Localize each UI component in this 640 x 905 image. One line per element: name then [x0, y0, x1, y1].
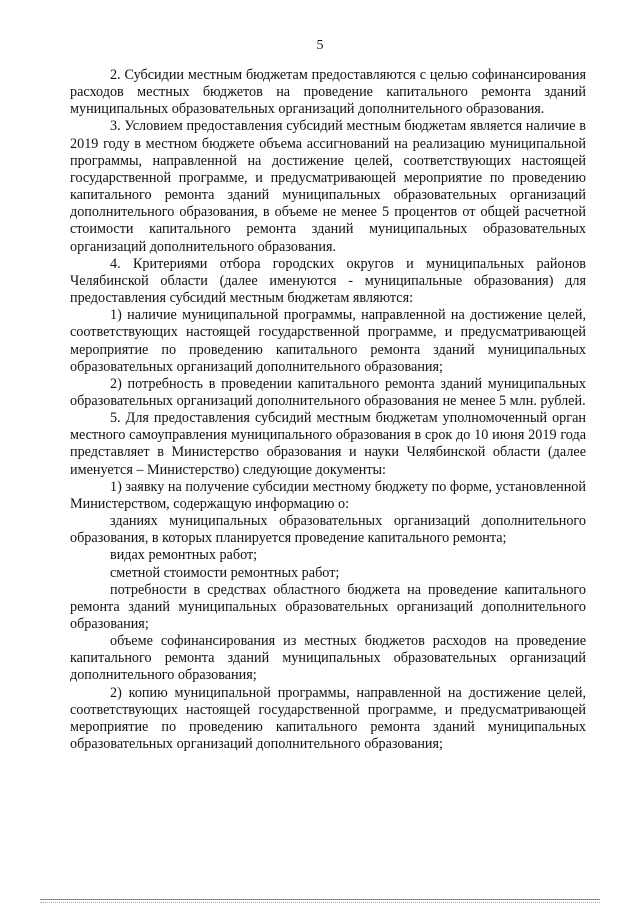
application-item-estimate: сметной стоимости ремонтных работ; — [110, 564, 340, 581]
criterion-2-repair-need: 2) потребность в проведении капитального ремонта зданий муниципальных образовательных организаций дополнительного образования не менее 5 млн. рублей. — [70, 375, 586, 409]
paragraph-3-subsidy-condition: 3. Условием предоставления субсидий местным бюджетам является наличие в 2019 году в местном бюджете объема ассигнований на реализацию муниципальной программы, направленной на достижение целей, соответствующих настоящей государственной программе, и предусматривающей мероприятие по проведению капитального ремонта зданий муниципальных образовательных организаций дополнительного образования, в объеме не менее 5 процентов от общей расчетной стоимости капитального ремонта зданий муниципальных образовательных организаций дополнительного образования. — [70, 118, 586, 255]
document-body — [70, 67, 586, 753]
bottom-scan-edge-dotted — [40, 902, 600, 903]
document-2-program-copy: 2) копию муниципальной программы, направленной на достижение целей, соответствующих настоящей государственной программе, и предусматривающей мероприятие по проведению капитального ремонта зданий муниципальных образовательных организаций дополнительного образования; — [70, 684, 586, 753]
application-item-work-types: видах ремонтных работ; — [110, 547, 258, 564]
page-number: 5 — [316, 38, 324, 53]
paragraph-4-selection-criteria: 4. Критериями отбора городских округов и муниципальных районов Челябинской области (далее именуются - муниципальные образования) для предоставления субсидий местным бюджетам являются: — [70, 255, 586, 307]
application-item-regional-need: потребности в средствах областного бюджета на проведение капитального ремонта зданий муниципальных образовательных организаций дополнительного образования; — [70, 581, 586, 632]
application-item-cofinancing: объеме софинансирования из местных бюджетов расходов на проведение капитального ремонта зданий муниципальных образовательных организаций дополнительного образования; — [70, 633, 586, 684]
application-item-buildings: зданиях муниципальных образовательных организаций дополнительного образования, в которых планируется проведение капитального ремонта; — [70, 513, 586, 547]
criterion-1-municipal-program: 1) наличие муниципальной программы, направленной на достижение целей, соответствующих настоящей государственной программе, и предусматривающей мероприятие по проведению капитального ремонта зданий муниципальных образовательных организаций дополнительного образования; — [70, 307, 586, 375]
paragraph-5-documents: 5. Для предоставления субсидий местным бюджетам уполномоченный орган местного самоуправления муниципального образования в срок до 10 июня 2019 года представляет в Министерство образования и науки Челябинской области (далее именуется – Министерство) следующие документы: — [70, 410, 586, 478]
bottom-scan-edge — [40, 899, 600, 900]
document-1-application: 1) заявку на получение субсидии местному бюджету по форме, установленной Министерством, содержащую информацию о: — [70, 478, 586, 512]
paragraph-2-subsidies-purpose: 2. Субсидии местным бюджетам предоставляются с целью софинансирования расходов местных бюджетов на проведение капитального ремонта зданий муниципальных образовательных организаций дополнительного образования. — [70, 67, 586, 118]
